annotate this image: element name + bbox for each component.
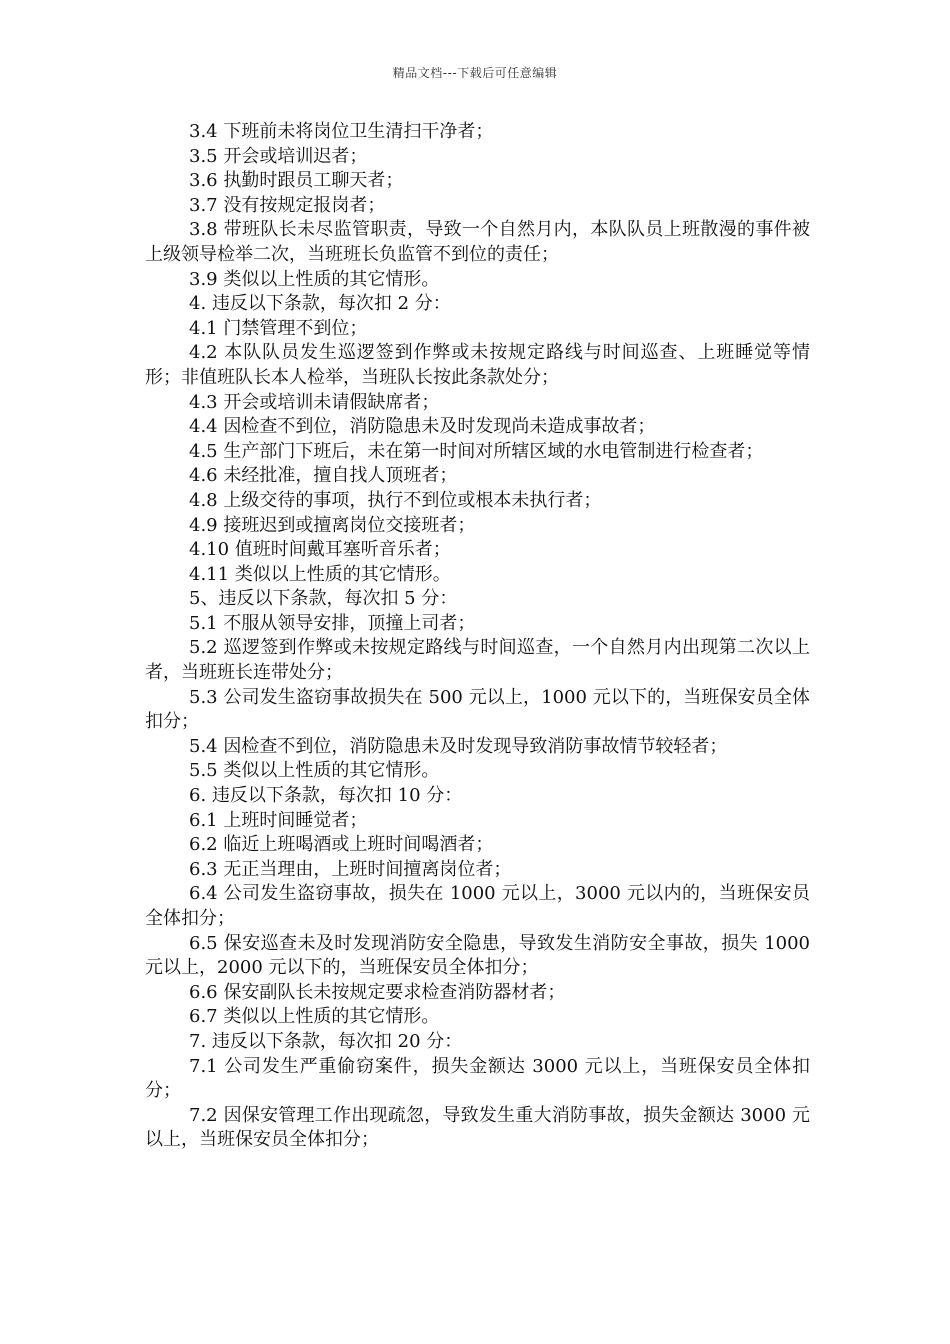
clause-4-11: 4.11 类似以上性质的其它情形。 bbox=[189, 563, 451, 585]
clause-6-7: 6.7 类似以上性质的其它情形。 bbox=[189, 1006, 440, 1028]
clause-4-1: 4.1 门禁管理不到位； bbox=[189, 317, 368, 339]
clause-6-1: 6.1 上班时间睡觉者； bbox=[189, 809, 368, 831]
clause-5-1: 5.1 不服从领导安排，顶撞上司者； bbox=[189, 612, 476, 634]
clause-6-3: 6.3 无正当理由，上班时间擅离岗位者； bbox=[189, 858, 512, 880]
section-7-heading: 7. 违反以下条款，每次扣 20 分： bbox=[189, 1030, 463, 1052]
section-4-heading: 4. 违反以下条款，每次扣 2 分： bbox=[189, 293, 451, 315]
clause-6-5: 6.5 保安巡查未及时发现消防安全隐患，导致发生消防安全事故，损失 1000 元以上，2000 元以下的，当班保安员全体扣分； bbox=[145, 932, 810, 979]
clause-5-4: 5.4 因检查不到位，消防隐患未及时发现导致消防事故情节较轻者； bbox=[189, 735, 728, 757]
clause-4-8: 4.8 上级交待的事项，执行不到位或根本未执行者； bbox=[189, 489, 602, 511]
clause-4-6: 4.6 未经批准，擅自找人顶班者； bbox=[189, 465, 458, 487]
clause-3-4: 3.4 下班前未将岗位卫生清扫干净者； bbox=[189, 121, 494, 142]
clause-6-6: 6.6 保安副队长未按规定要求检查消防器材者； bbox=[189, 981, 566, 1003]
document-body bbox=[145, 120, 810, 1153]
clause-3-9: 3.9 类似以上性质的其它情形。 bbox=[189, 268, 440, 290]
clause-5-2: 5.2 巡逻签到作弊或未按规定路线与时间巡查，一个自然月内出现第二次以上者，当班班长连带处分； bbox=[145, 637, 810, 684]
clause-4-9: 4.9 接班迟到或擅离岗位交接班者； bbox=[189, 514, 476, 536]
clause-6-2: 6.2 临近上班喝酒或上班时间喝酒者； bbox=[189, 834, 494, 856]
clause-4-5: 4.5 生产部门下班后，未在第一时间对所辖区域的水电管制进行检查者； bbox=[189, 440, 764, 462]
clause-4-10: 4.10 值班时间戴耳塞听音乐者； bbox=[189, 539, 451, 561]
clause-3-5: 3.5 开会或培训迟者； bbox=[189, 145, 368, 167]
clause-6-4: 6.4 公司发生盗窃事故，损失在 1000 元以上，3000 元以内的，当班保安员全体扣分； bbox=[145, 883, 810, 929]
clause-4-4: 4.4 因检查不到位，消防隐患未及时发现尚未造成事故者； bbox=[189, 416, 656, 438]
clause-3-7: 3.7 没有按规定报岗者； bbox=[189, 194, 386, 216]
clause-4-3: 4.3 开会或培训未请假缺席者； bbox=[189, 391, 440, 413]
clause-3-6: 3.6 执勤时跟员工聊天者； bbox=[189, 170, 404, 192]
clause-5-5: 5.5 类似以上性质的其它情形。 bbox=[189, 760, 440, 782]
clause-7-1: 7.1 公司发生严重偷窃案件，损失金额达 3000 元以上，当班保安员全体扣分； bbox=[145, 1055, 810, 1102]
clause-5-3: 5.3 公司发生盗窃事故损失在 500 元以上，1000 元以下的，当班保安员全体扣分； bbox=[145, 686, 810, 733]
clause-7-2: 7.2 因保安管理工作出现疏忽，导致发生重大消防事故，损失金额达 3000 元以上，当班保安员全体扣分； bbox=[145, 1104, 810, 1151]
section-5-heading: 5、违反以下条款，每次扣 5 分： bbox=[189, 588, 458, 610]
clause-3-8: 3.8 带班队长未尽监管职责，导致一个自然月内，本队队员上班散漫的事件被上级领导检举二次，当班班长负监管不到位的责任； bbox=[145, 219, 810, 265]
page-header: 精品文档---下载后可任意编辑 bbox=[392, 66, 558, 80]
section-6-heading: 6. 违反以下条款，每次扣 10 分： bbox=[189, 785, 463, 807]
clause-4-2: 4.2 本队队员发生巡逻签到作弊或未按规定路线与时间巡查、上班睡觉等情形；非值班队长本人检举，当班队长按此条款处分； bbox=[145, 342, 810, 388]
